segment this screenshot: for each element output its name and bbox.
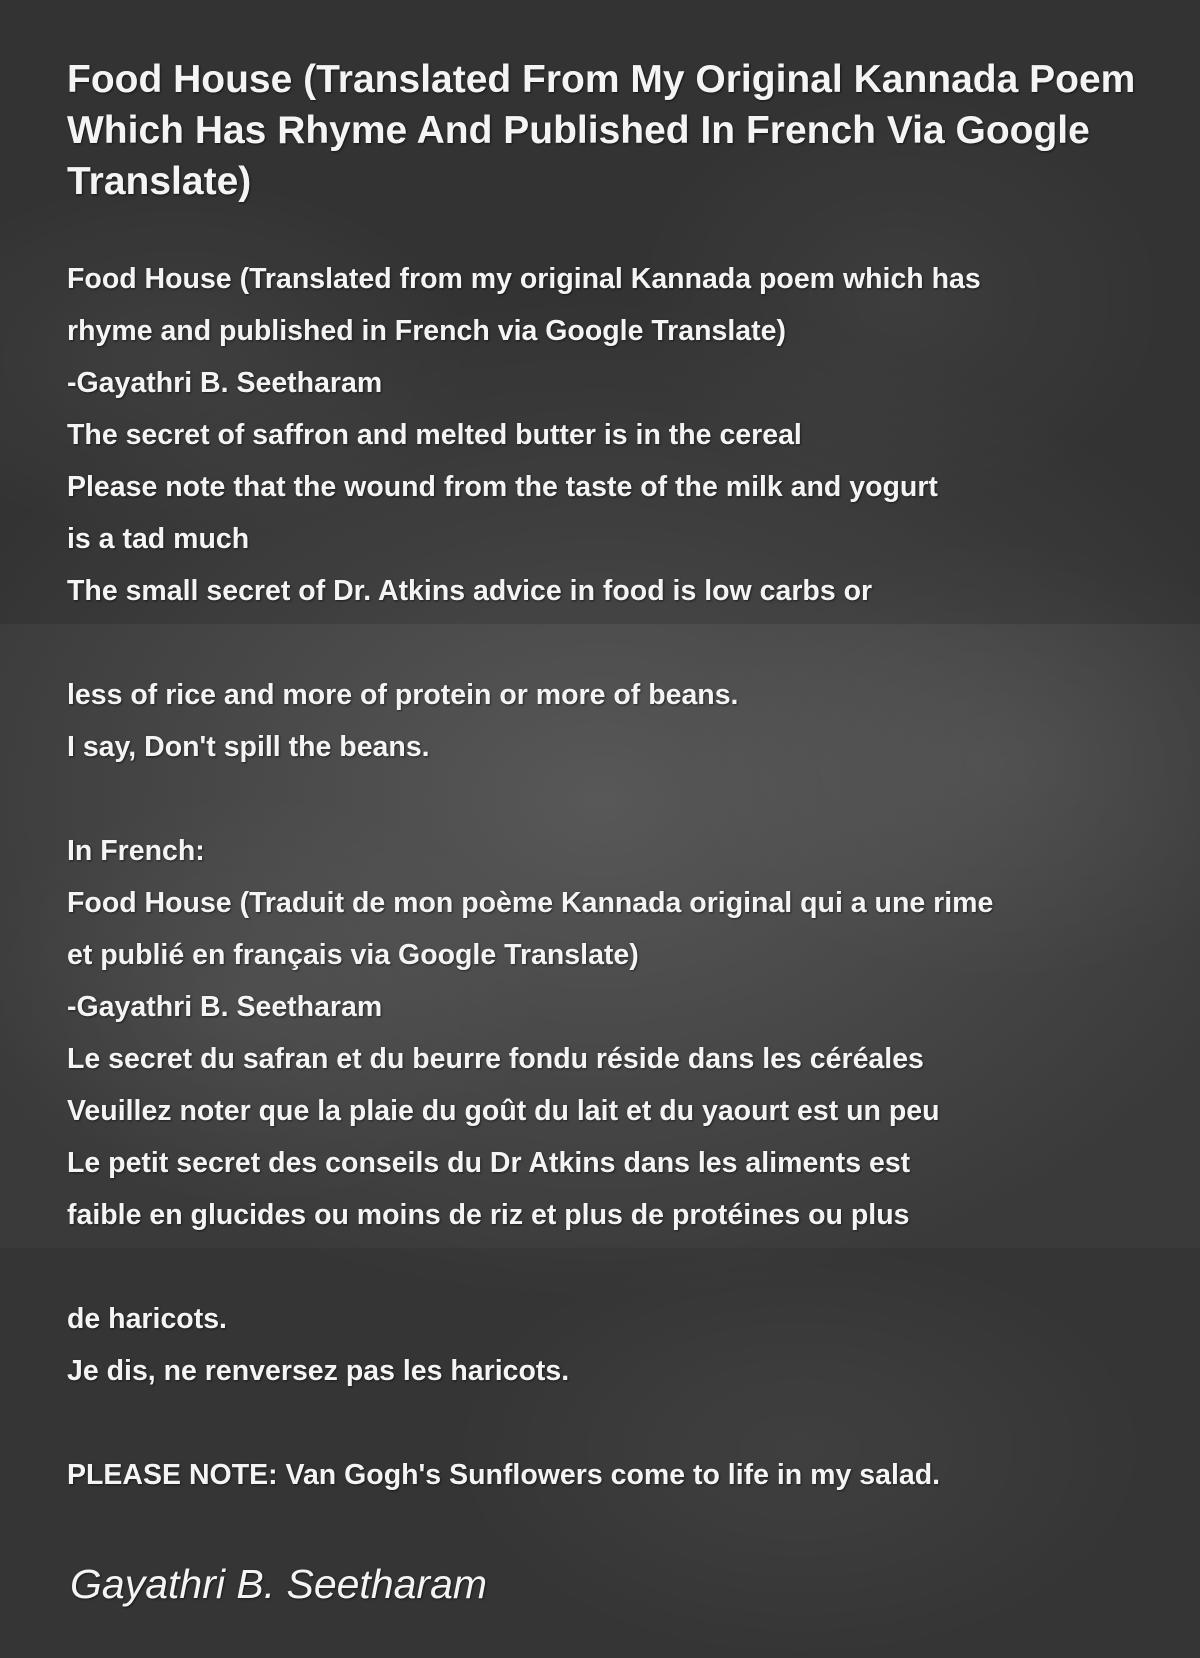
poem-line: Food House (Traduit de mon poème Kannada original qui a une rime: [67, 887, 994, 919]
poem-line: In French:: [67, 835, 205, 867]
poem-line-blank: [67, 1241, 1177, 1293]
poem-line: The small secret of Dr. Atkins advice in food is low carbs or: [67, 575, 873, 607]
poem-line: I say, Don't spill the beans.: [67, 731, 430, 763]
poem-line: Le petit secret des conseils du Dr Atkins dans les aliments est: [67, 1147, 911, 1179]
poem-line: -Gayathri B. Seetharam: [67, 991, 383, 1023]
poem-line: et publié en français via Google Translate): [67, 939, 639, 971]
poem-line: -Gayathri B. Seetharam: [67, 367, 383, 399]
poem-line: rhyme and published in French via Google Translate): [67, 315, 786, 347]
poem-line: less of rice and more of protein or more of beans.: [67, 679, 739, 711]
poem-title: Food House (Translated From My Original Kannada Poem Which Has Rhyme And Published In French Via Google Translate): [67, 58, 1136, 203]
poem-line: Je dis, ne renversez pas les haricots.: [67, 1355, 570, 1387]
poem-line: Food House (Translated from my original Kannada poem which has: [67, 263, 981, 295]
poem-author: Gayathri B. Seetharam: [70, 1561, 488, 1607]
poem-line: Le secret du safran et du beurre fondu réside dans les céréales: [67, 1043, 924, 1075]
poem-line-blank: [67, 1397, 1177, 1449]
poem-line: faible en glucides ou moins de riz et plus de protéines ou plus: [67, 1199, 910, 1231]
poem-line: is a tad much: [67, 523, 250, 555]
poem-line-blank: [67, 617, 1177, 669]
poem-line: PLEASE NOTE: Van Gogh's Sunflowers come to life in my salad.: [67, 1459, 941, 1491]
poem-line: The secret of saffron and melted butter is in the cereal: [67, 419, 802, 451]
poem-line-blank: [67, 773, 1177, 825]
poem-line: Please note that the wound from the taste of the milk and yogurt: [67, 471, 938, 503]
poem-line: de haricots.: [67, 1303, 227, 1335]
poem-line: Veuillez noter que la plaie du goût du lait et du yaourt est un peu: [67, 1095, 940, 1127]
poem-body: [67, 253, 1177, 1501]
